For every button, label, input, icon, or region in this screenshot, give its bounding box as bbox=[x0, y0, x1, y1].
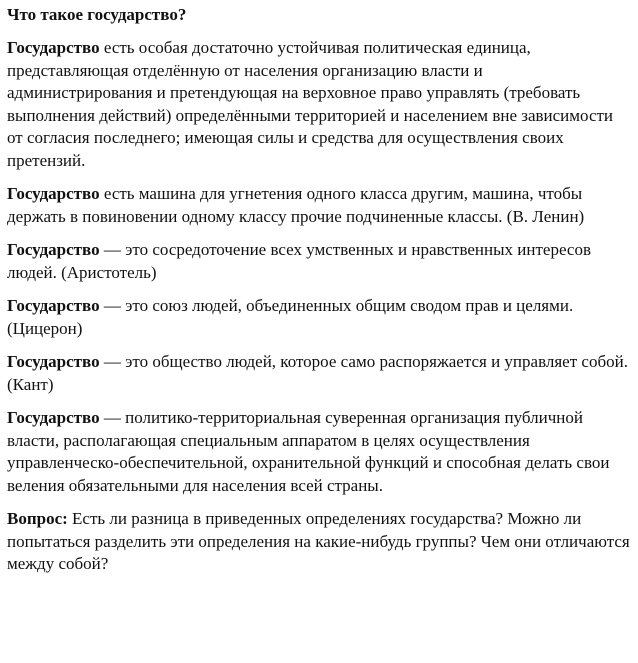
definition-text: есть машина для угнетения одного класса другим, машина, чтобы держать в повиновении одному классу прочие подчиненные классы. (В. Ленин) bbox=[7, 184, 585, 226]
definition-text: — политико-территориальная суверенная организация публичной власти, располагающая специальным аппаратом в целях осуществления управленческо-обеспечительной, охранительной функций и способная делать свои веления обязательными для населения всей страны. bbox=[7, 408, 610, 495]
definition-text: есть особая достаточно устойчивая политическая единица, представляющая отделённую от населения организацию власти и администрирования и претендующая на верховное право управлять (требовать выполнения действий) определёнными территорией и населением вне зависимости от согласия последнего; имеющая силы и средства для осуществления своих претензий. bbox=[7, 38, 614, 170]
question-label: Вопрос: bbox=[7, 509, 68, 528]
definition-paragraph bbox=[7, 37, 632, 172]
definition-term: Государство bbox=[7, 352, 100, 371]
definition-term: Государство bbox=[7, 38, 100, 57]
definition-term: Государство bbox=[7, 240, 100, 259]
definition-paragraph bbox=[7, 351, 632, 396]
definition-term: Государство bbox=[7, 408, 100, 427]
definition-paragraph bbox=[7, 239, 632, 284]
definition-paragraph bbox=[7, 183, 632, 228]
definition-text: — это союз людей, объединенных общим сводом прав и целями. (Цицерон) bbox=[7, 296, 574, 338]
question-paragraph bbox=[7, 508, 632, 576]
definition-paragraph bbox=[7, 295, 632, 340]
definition-text: — это общество людей, которое само распоряжается и управляет собой. (Кант) bbox=[7, 352, 628, 394]
definition-term: Государство bbox=[7, 296, 100, 315]
definition-term: Государство bbox=[7, 184, 100, 203]
question-text: Есть ли разница в приведенных определениях государства? Можно ли попытаться разделить эти определения на какие-нибудь группы? Чем они отличаются между собой? bbox=[7, 509, 630, 573]
page-title: Что такое государство? bbox=[7, 5, 187, 24]
definition-text: — это сосредоточение всех умственных и нравственных интересов людей. (Аристотель) bbox=[7, 240, 591, 282]
definition-paragraph bbox=[7, 407, 632, 497]
